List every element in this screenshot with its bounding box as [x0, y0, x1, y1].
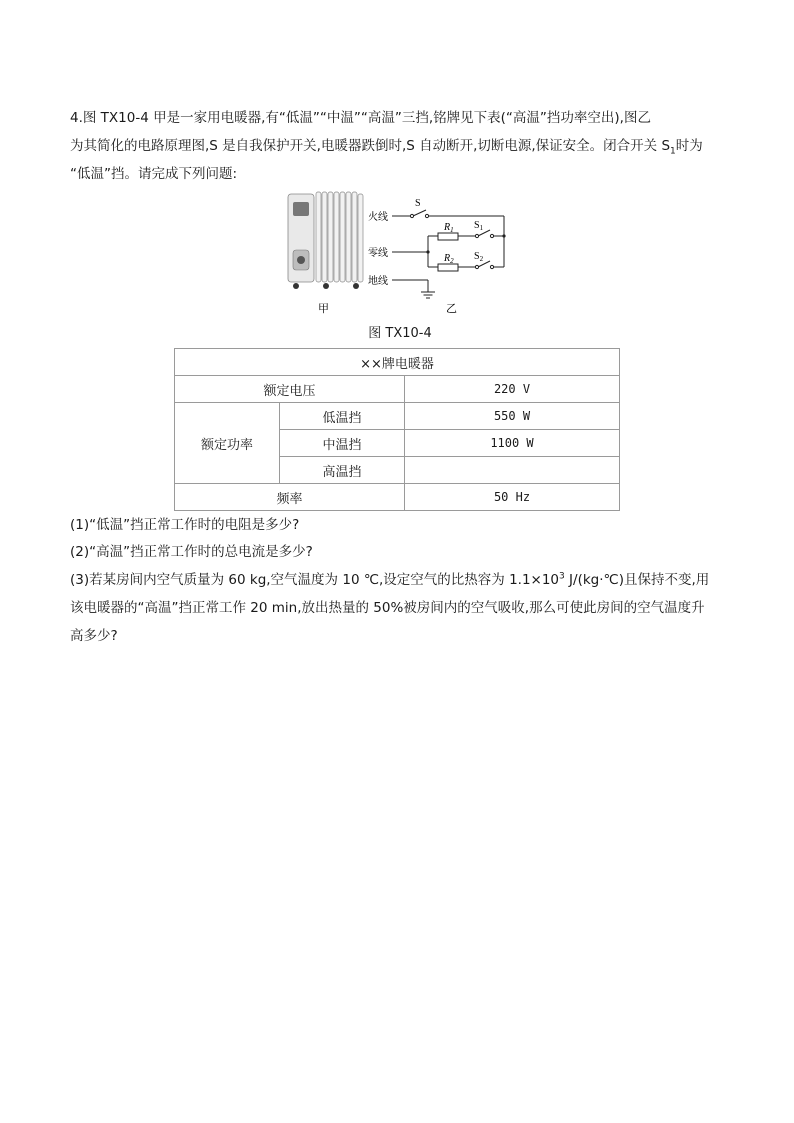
subquestion-3-line-2: 该电暖器的“高温”挡正常工作 20 min,放出热量的 50%被房间内的空气吸收,那么可使此房间的空气温度升 — [70, 600, 705, 616]
question-line-2-tail: 时为 — [675, 138, 703, 154]
ground-wire-label: 地线 — [368, 276, 388, 287]
nameplate-table — [174, 348, 620, 511]
live-wire-label: 火线 — [368, 212, 388, 223]
question-line-2 — [70, 134, 703, 157]
question-line-1: 4.图 TX10-4 甲是一家用电暖器,有“低温”“中温”“高温”三挡,铭牌见下表(“高温”挡功率空出),图乙 — [70, 110, 651, 126]
low-gear-label: 低温挡 — [280, 403, 405, 430]
figure-caption: 图 TX10-4 — [368, 326, 432, 341]
mid-gear-value: 1100 W — [405, 430, 620, 457]
heater-figure — [280, 188, 520, 318]
switch-s-label: S — [415, 198, 421, 209]
subquestion-2: (2)“高温”挡正常工作时的总电流是多少? — [70, 544, 313, 560]
frequency-label: 频率 — [175, 484, 405, 511]
s2-label: $S_2$ — [474, 251, 484, 263]
rated-voltage-value: 220 V — [405, 376, 620, 403]
high-gear-value — [405, 457, 620, 484]
low-gear-value: 550 W — [405, 403, 620, 430]
subquestion-3-line-1 — [70, 568, 709, 588]
table-row — [175, 484, 620, 511]
switch-subscript: 1 — [670, 146, 676, 157]
r2-label: $R_2$ — [444, 253, 454, 265]
exponent: 3 — [559, 571, 565, 582]
table-row — [175, 403, 620, 430]
rated-power-label: 额定功率 — [175, 403, 280, 484]
table-title: ××牌电暖器 — [175, 349, 620, 376]
table-row — [175, 376, 620, 403]
question-line-2-text: 为其简化的电路原理图,S 是自我保护开关,电暖器跌倒时,S 自动断开,切断电源,保证安全。闭合开关 S — [70, 138, 671, 154]
subquestion-1: (1)“低温”挡正常工作时的电阻是多少? — [70, 517, 300, 533]
frequency-value: 50 Hz — [405, 484, 620, 511]
subquestion-3-tail: J/(kg·℃)且保持不变,用 — [564, 572, 710, 588]
mid-gear-label: 中温挡 — [280, 430, 405, 457]
figure-label-jia: 甲 — [318, 302, 329, 315]
high-gear-label: 高温挡 — [280, 457, 405, 484]
table-row — [175, 349, 620, 376]
neutral-wire-label: 零线 — [368, 248, 388, 259]
s1-label: $S_1$ — [474, 220, 484, 232]
oil-heater-image — [288, 192, 363, 289]
r1-label: $R_1$ — [444, 222, 454, 234]
figure-label-yi: 乙 — [446, 302, 457, 315]
subquestion-3-line-3: 高多少? — [70, 628, 118, 644]
question-line-3: “低温”挡。请完成下列问题: — [70, 166, 238, 182]
subquestion-3-text: (3)若某房间内空气质量为 60 kg,空气温度为 10 ℃,设定空气的比热容为 1.1×10 — [70, 572, 560, 588]
rated-voltage-label: 额定电压 — [175, 376, 405, 403]
